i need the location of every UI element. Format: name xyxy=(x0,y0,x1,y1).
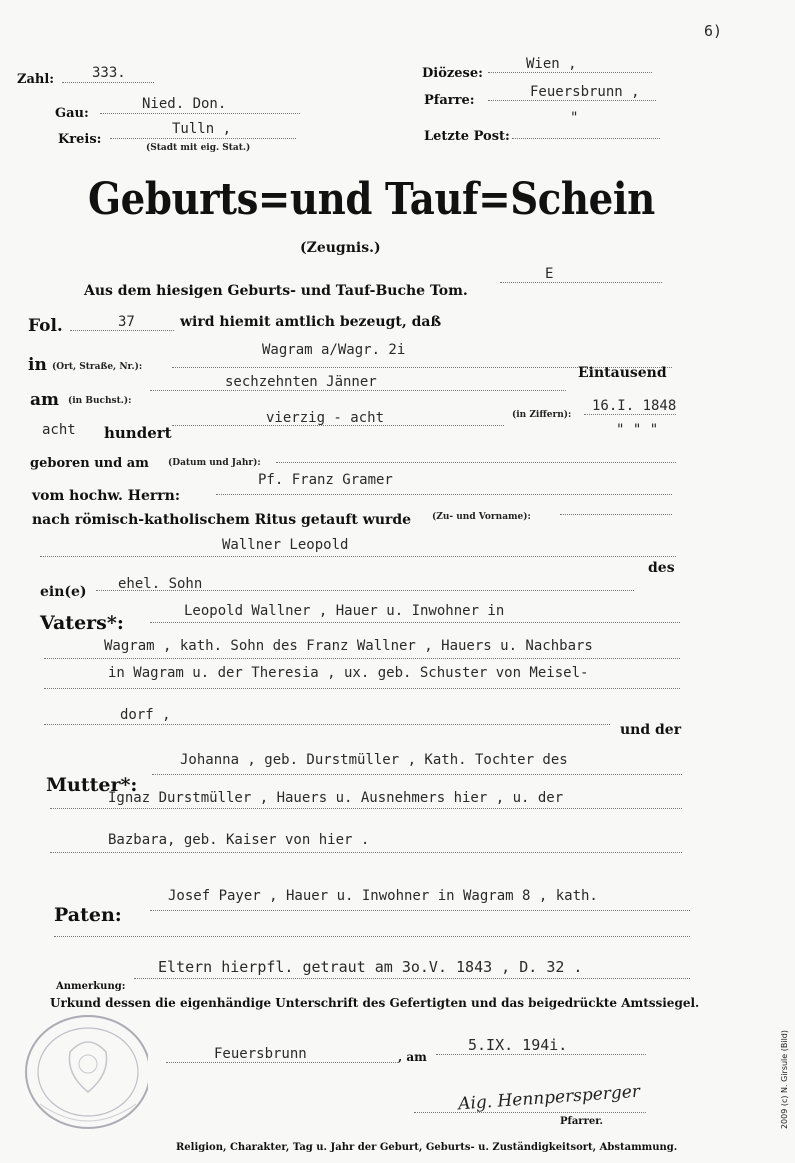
geboren-label: geboren und am xyxy=(30,456,149,471)
mutter-line-2: Ignaz Durstmüller , Hauers u. Ausnehmers hier , u. der xyxy=(108,790,564,806)
kreis-note: (Stadt mit eig. Stat.) xyxy=(146,143,251,153)
vom-label: vom hochw. Herrn: xyxy=(32,488,181,504)
parish-seal-icon xyxy=(10,1012,148,1136)
vater-line-4: dorf , xyxy=(120,707,171,723)
gau-value: Nied. Don. xyxy=(142,96,227,112)
nach-label: nach römisch-katholischem Ritus getauft wurde xyxy=(32,512,412,528)
paten-label: Paten: xyxy=(54,904,122,926)
dioezese-label: Diözese: xyxy=(422,66,483,81)
geboren-note: (Datum und Jahr): xyxy=(168,458,261,468)
letzte-post-value: " xyxy=(570,110,579,126)
vater-label: Vaters*: xyxy=(40,612,124,634)
in-value: Wagram a/Wagr. 2i xyxy=(262,342,406,358)
geboren-value: " " " xyxy=(616,422,659,438)
mutter-line-3: Bazbara, geb. Kaiser von hier . xyxy=(108,832,370,848)
am-value: sechzehnten Jänner xyxy=(225,374,377,390)
in-note: (Ort, Straße, Nr.): xyxy=(52,362,143,372)
side-credit: 2009 (c) N. Girsule (Bild) xyxy=(780,1030,789,1130)
nach-note: (Zu- und Vorname): xyxy=(432,512,531,522)
ziffern-note: (in Ziffern): xyxy=(512,410,572,420)
am-label: am xyxy=(30,390,60,410)
vom-value: Pf. Franz Gramer xyxy=(258,472,393,488)
anmerkung-label: Anmerkung: xyxy=(56,981,126,992)
zahl-label: Zahl: xyxy=(17,72,55,87)
kreis-label: Kreis: xyxy=(58,132,102,147)
certificate-subtitle: (Zeugnis.) xyxy=(300,240,381,256)
name-value: Wallner Leopold xyxy=(222,537,349,553)
eintausend-label: Eintausend xyxy=(578,365,667,381)
acht-value: acht xyxy=(42,422,76,438)
paten-value: Josef Payer , Hauer u. Inwohner in Wagram 8 , kath. xyxy=(168,888,598,904)
hundert-label: hundert xyxy=(104,424,172,442)
pfarrer-label: Pfarrer. xyxy=(560,1116,604,1127)
letzte-post-label: Letzte Post: xyxy=(424,129,510,144)
am-label-2: , am xyxy=(398,1050,427,1064)
vierzig-value: vierzig - acht xyxy=(266,410,385,426)
ziffern-value: 16.I. 1848 xyxy=(592,398,677,414)
mutter-label: Mutter*: xyxy=(46,774,138,796)
und-der-label: und der xyxy=(620,722,682,738)
gau-label: Gau: xyxy=(55,106,89,121)
kreis-value: Tulln , xyxy=(172,121,232,137)
fol-label: Fol. xyxy=(28,316,63,336)
intro-text: Aus dem hiesigen Geburts- und Tauf-Buche Tom. xyxy=(84,283,468,299)
vater-line-1: Leopold Wallner , Hauer u. Inwohner in xyxy=(184,603,505,619)
tom-value: E xyxy=(545,266,554,282)
pfarrer-signature: Aig. Hennpersperger xyxy=(457,1081,641,1115)
des-label: des xyxy=(648,560,675,576)
pfarre-value: Feuersbrunn , xyxy=(530,84,640,100)
zahl-value: 333. xyxy=(92,65,126,81)
pfarre-label: Pfarre: xyxy=(424,93,475,108)
dioezese-value: Wien , xyxy=(526,56,577,72)
ein-label: ein(e) xyxy=(40,584,87,600)
certificate-title: Geburts=und Tauf=Schein xyxy=(88,174,655,225)
place-value: Feuersbrunn xyxy=(214,1046,307,1062)
footer-note: Religion, Charakter, Tag u. Jahr der Geburt, Geburts- u. Zuständigkeitsort, Abstammung. xyxy=(176,1142,678,1153)
fol-text: wird hiemit amtlich bezeugt, daß xyxy=(180,314,442,330)
corner-note: 6) xyxy=(704,22,723,40)
in-label: in xyxy=(28,355,47,375)
anmerkung-value: Eltern hierpfl. getraut am 3o.V. 1843 , D. 32 . xyxy=(158,958,583,976)
vater-line-2: Wagram , kath. Sohn des Franz Wallner , Hauers u. Nachbars xyxy=(104,638,593,654)
fol-value: 37 xyxy=(118,314,135,330)
vater-line-3: in Wagram u. der Theresia , ux. geb. Schuster von Meisel- xyxy=(108,665,589,681)
urkund-text: Urkund dessen die eigenhändige Unterschrift des Gefertigten und das beigedrückte Amtssiegel. xyxy=(50,996,700,1010)
am-note: (in Buchst.): xyxy=(68,396,132,406)
ein-value: ehel. Sohn xyxy=(118,576,203,592)
date-value: 5.IX. 194i. xyxy=(468,1036,568,1054)
mutter-line-1: Johanna , geb. Durstmüller , Kath. Tochter des xyxy=(180,752,568,768)
